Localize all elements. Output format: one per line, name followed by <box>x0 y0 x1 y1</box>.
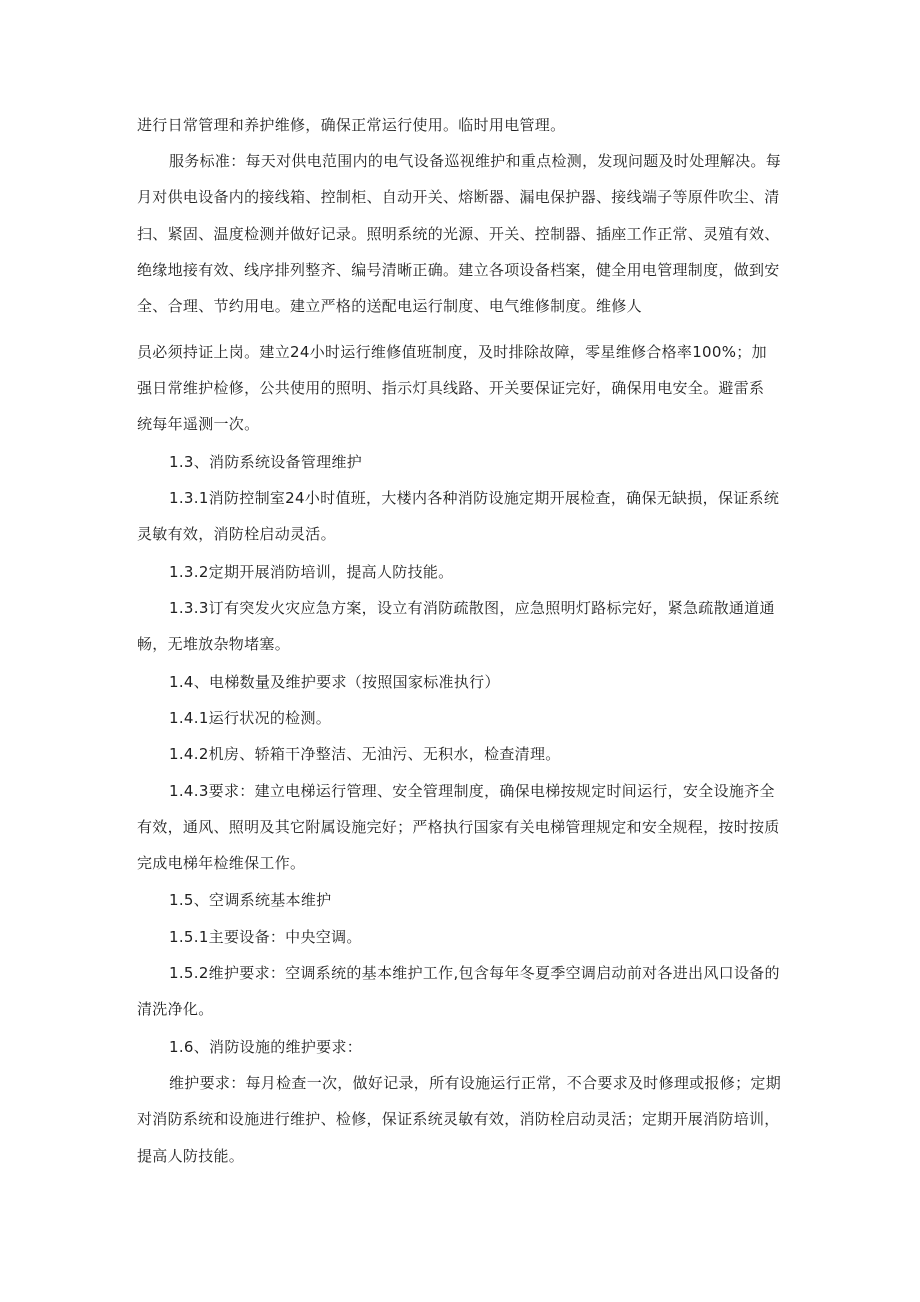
paragraph-line: 1.3.1消防控制室24小时值班，大楼内各种消防设施定期开展检查，确保无缺损，保证系统 <box>169 489 780 507</box>
paragraph-line: 月对供电设备内的接线箱、控制柜、自动开关、熔断器、漏电保护器、接线端子等原件吹尘、清 <box>137 188 780 206</box>
paragraph-line: 1.4.2机房、轿箱干净整洁、无油污、无积水，检查清理。 <box>169 745 561 763</box>
paragraph-line: 强日常维护检修，公共使用的照明、指示灯具线路、开关要保证完好，确保用电安全。避雷系 <box>137 379 765 397</box>
paragraph-line: 1.5.2维护要求：空调系统的基本维护工作,包含每年冬夏季空调启动前对各进出风口设备的 <box>169 964 780 982</box>
paragraph-line: 清洗净化。 <box>137 1000 214 1018</box>
paragraph-line: 全、合理、节约用电。建立严格的送配电运行制度、电气维修制度。维修人 <box>137 297 642 315</box>
paragraph-line: 对消防系统和设施进行维护、检修，保证系统灵敏有效，消防栓启动灵活；定期开展消防培训， <box>137 1110 780 1128</box>
paragraph-line: 进行日常管理和养护维修，确保正常运行使用。临时用电管理。 <box>137 116 566 134</box>
paragraph-line: 提高人防技能。 <box>137 1147 245 1165</box>
paragraph-line: 员必须持证上岗。建立24小时运行维修值班制度，及时排除故障，零星维修合格率100%；加 <box>137 343 767 361</box>
section-heading: 1.3、消防系统设备管理维护 <box>169 453 363 471</box>
paragraph-line: 灵敏有效，消防栓启动灵活。 <box>137 525 336 543</box>
section-heading: 1.4、电梯数量及维护要求（按照国家标准执行） <box>169 673 500 691</box>
paragraph-line: 服务标准：每天对供电范围内的电气设备巡视维护和重点检测，发现问题及时处理解决。每 <box>169 152 782 170</box>
section-heading: 1.6、消防设施的维护要求： <box>169 1038 363 1056</box>
paragraph-line: 1.4.3要求：建立电梯运行管理、安全管理制度，确保电梯按规定时间运行，安全设施齐全 <box>169 782 775 800</box>
paragraph-line: 绝缘地接有效、线序排列整齐、编号清晰正确。建立各项设备档案，健全用电管理制度，做到安 <box>137 261 780 279</box>
paragraph-line: 1.3.3订有突发火灾应急方案，设立有消防疏散图，应急照明灯路标完好，紧急疏散通道通 <box>169 599 775 617</box>
paragraph-line: 1.5.1主要设备：中央空调。 <box>169 928 362 946</box>
paragraph-line: 畅，无堆放杂物堵塞。 <box>137 635 291 653</box>
paragraph-line: 统每年遥测一次。 <box>137 415 260 433</box>
paragraph-line: 有效，通风、照明及其它附属设施完好；严格执行国家有关电梯管理规定和安全规程，按时按质 <box>137 818 780 836</box>
paragraph-line: 维护要求：每月检查一次，做好记录，所有设施运行正常，不合要求及时修理或报修；定期 <box>169 1074 782 1092</box>
paragraph-line: 完成电梯年检维保工作。 <box>137 854 306 872</box>
paragraph-line: 1.4.1运行状况的检测。 <box>169 709 332 727</box>
paragraph-line: 扫、紧固、温度检测并做好记录。照明系统的光源、开关、控制器、插座工作正常、灵殖有效、 <box>137 225 780 243</box>
section-heading: 1.5、空调系统基本维护 <box>169 891 332 909</box>
paragraph-line: 1.3.2定期开展消防培训，提高人防技能。 <box>169 563 454 581</box>
